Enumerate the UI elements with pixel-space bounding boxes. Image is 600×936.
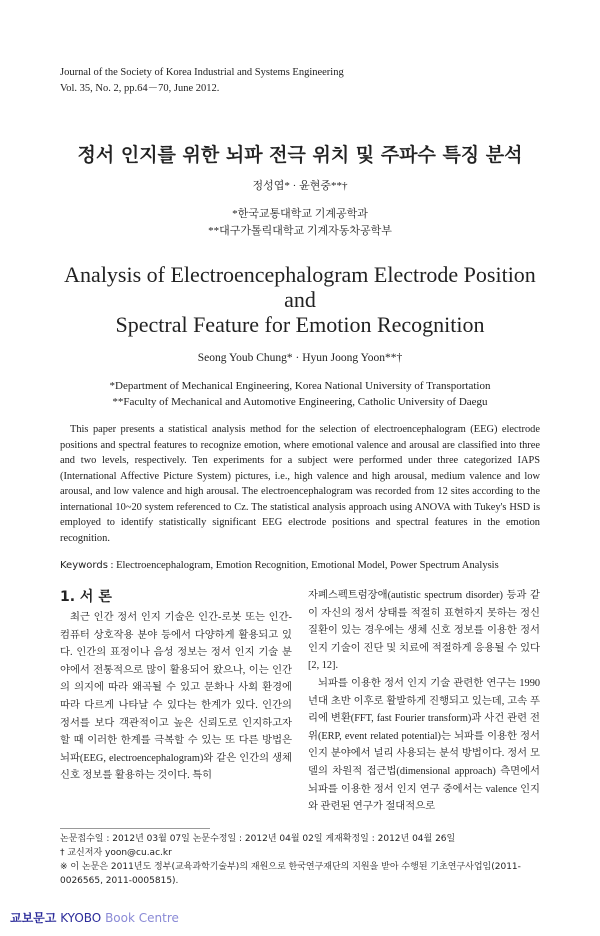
section-heading: 1. 서 론 [60, 589, 112, 605]
kyobo-logo [10, 910, 540, 926]
korean-affiliation-1: *한국교통대학교 기계공학과 [232, 208, 368, 220]
keywords [60, 558, 540, 573]
footnote-dates: 논문접수일 : 2012년 03월 07일 논문수정일 : 2012년 04월 02일 게재확정일 : 2012년 04월 26일 [60, 833, 456, 844]
korean-affiliations [60, 206, 540, 240]
journal-header [60, 65, 540, 97]
logo-korean: 교보문고 [10, 910, 57, 925]
korean-title: 정서 인지를 위한 뇌파 전극 위치 및 주파수 특징 분석 [77, 144, 523, 166]
english-authors: Seong Youb Chung* · Hyun Joong Yoon**† [197, 352, 403, 364]
footnote-corresponding: † 교신저자 yoon@cu.ac.kr [60, 847, 172, 858]
footnote-divider [60, 828, 210, 829]
english-title [60, 262, 540, 337]
footnote-funding: ※ 이 논문은 2011년도 정부(교육과학기술부)의 재원으로 한국연구재단의 지원을 받아 수행된 기초연구사업임(2011-0026565, 2011-0005815). [60, 861, 521, 886]
abstract: This paper presents a statistical analysis method for the selection of electroencephalogram (EEG) electrode positions and spectral features to recognize emotion, where emotional valence and arousal are classified into three and two levels, respectively. Ten experiments for a subject were performed under three categorized IAPS (International Affective Picture System) pictures, i.e., high valence and high arousal, medium valence and low arousal, and low valence and high arousal. The electroencephalogram was recorded from 12 sites according to the international 10~20 system referenced to Cz. The statistical analysis approach using ANOVA with Tukey's HSD is employed to identify statistically significant EEG electrode positions and spectral features in the emotion recognition. [60, 424, 540, 544]
english-affiliations [60, 378, 540, 410]
logo-sub: Book Centre [105, 910, 179, 925]
paragraph: 자폐스펙트럼장애(autistic spectrum disorder) 등과 같이 자신의 정서 상태를 적절히 표현하지 못하는 정신질환이 있는 경우에는 생체 신호 정보를 이용한 정서 인지 기술이 진단 및 치료에 적절하게 응용될 수 있다[2, 12]. [308, 590, 540, 672]
english-title-line-1: Analysis of Electroencephalogram Electrode Position and [64, 262, 536, 312]
english-affiliation-2: **Faculty of Mechanical and Automotive Engineering, Catholic University of Daegu [112, 396, 488, 408]
korean-authors: 정성엽* · 윤현중**† [252, 180, 348, 192]
paragraph: 뇌파를 이용한 정서 인지 기술 관련한 연구는 1990년대 초반 이후로 활발하게 진행되고 있는데, 고속 푸리에 변환(FFT, fast Fourier transform)과 사건 관련 전위(ERP, event related potential)는 뇌파를 이용한 정서 인지 분야에서 널리 사용되는 분석 방법이다. 정서 모델의 차원적 접근법(dimensional approach) 측면에서 뇌파를 이용한 정서 인지 연구 중에서는 valence 인지와 관련된 연구가 절대적으로 [308, 677, 540, 813]
english-affiliation-1: *Department of Mechanical Engineering, Korea National University of Transportation [109, 380, 491, 392]
keywords-label: Keywords [60, 560, 108, 571]
korean-affiliation-2: **대구가톨릭대학교 기계자동차공학부 [208, 225, 392, 237]
body-column-left [60, 587, 292, 816]
journal-issue: Vol. 35, No. 2, pp.64－70, June 2012. [60, 83, 220, 94]
english-title-line-2: Spectral Feature for Emotion Recognition [115, 312, 485, 337]
keywords-value: : Electroencephalogram, Emotion Recognition, Emotional Model, Power Spectrum Analysis [107, 560, 499, 571]
logo-brand: KYOBO [60, 910, 102, 925]
journal-name: Journal of the Society of Korea Industrial and Systems Engineering [60, 67, 344, 78]
body-column-right [308, 587, 540, 816]
body-columns [60, 587, 540, 816]
paragraph: 최근 인간 정서 인지 기술은 인간-로봇 또는 인간-컴퓨터 상호작용 분야 등에서 다양하게 활용되고 있다. 인간의 표정이나 음성 정보는 정서 인지 기술 분야에서 전통적으로 많이 활용되어 왔으나, 이는 인간의 의지에 따라 왜곡될 수 있고 문화나 사회 환경에 따라 다르게 나타날 수 있다는 한계가 있다. 인간의 정서를 보다 객관적이고 높은 신뢰도로 인지하고자 할 때 이러한 한계를 극복할 수 있는 또 다른 방법은 뇌파(EEG, electroencephalogram)와 같은 인간의 생체 신호 정보를 활용하는 것이다. 특히 [60, 612, 292, 782]
